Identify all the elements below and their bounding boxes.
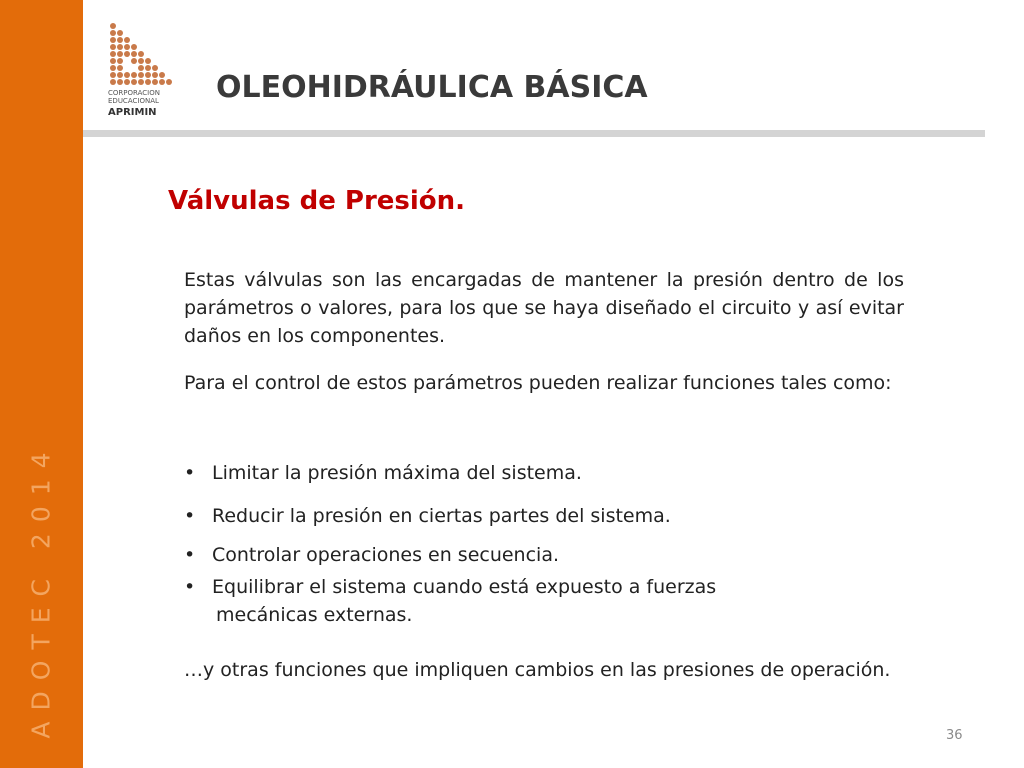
- bullet-icon: •: [184, 505, 196, 527]
- list-item-text: Controlar operaciones en secuencia.: [212, 544, 560, 566]
- intro-paragraph: Estas válvulas son las encargadas de mantener la presión dentro de los parámetros o valores, para los que se haya diseñado el circuito y así evitar daños en los componentes.: [184, 269, 904, 347]
- list-item-continuation: mecánicas externas.: [216, 604, 413, 626]
- header-title: OLEOHIDRÁULICA BÁSICA: [216, 70, 648, 105]
- logo-line1: CORPORACION: [108, 89, 160, 97]
- list-item: [184, 541, 924, 569]
- logo-dots-icon: [108, 22, 174, 118]
- header-divider: [83, 130, 985, 137]
- logo-line2: EDUCACIONAL: [108, 97, 159, 105]
- orange-sidebar: [0, 0, 83, 768]
- logo-line3: APRIMIN: [108, 107, 157, 118]
- slide-title: Válvulas de Presión.: [168, 186, 466, 216]
- list-item: [184, 573, 924, 629]
- bullet-icon: •: [184, 544, 196, 566]
- bullet-icon: •: [184, 576, 196, 598]
- list-item: [184, 459, 924, 487]
- aprimin-logo: [108, 22, 174, 118]
- list-item-text: Limitar la presión máxima del sistema.: [212, 462, 582, 484]
- list-item-text: Reducir la presión en ciertas partes del sistema.: [212, 505, 671, 527]
- list-item: [184, 502, 924, 530]
- closing-paragraph: …y otras funciones que impliquen cambios en las presiones de operación.: [184, 659, 891, 681]
- page-number: 36: [946, 728, 963, 743]
- functions-intro-paragraph: Para el control de estos parámetros pueden realizar funciones tales como:: [184, 372, 892, 394]
- sidebar-vertical-text: ADOTEC 2014: [26, 441, 56, 739]
- bullet-icon: •: [184, 462, 196, 484]
- list-item-text: Equilibrar el sistema cuando está expuesto a fuerzas: [212, 576, 717, 598]
